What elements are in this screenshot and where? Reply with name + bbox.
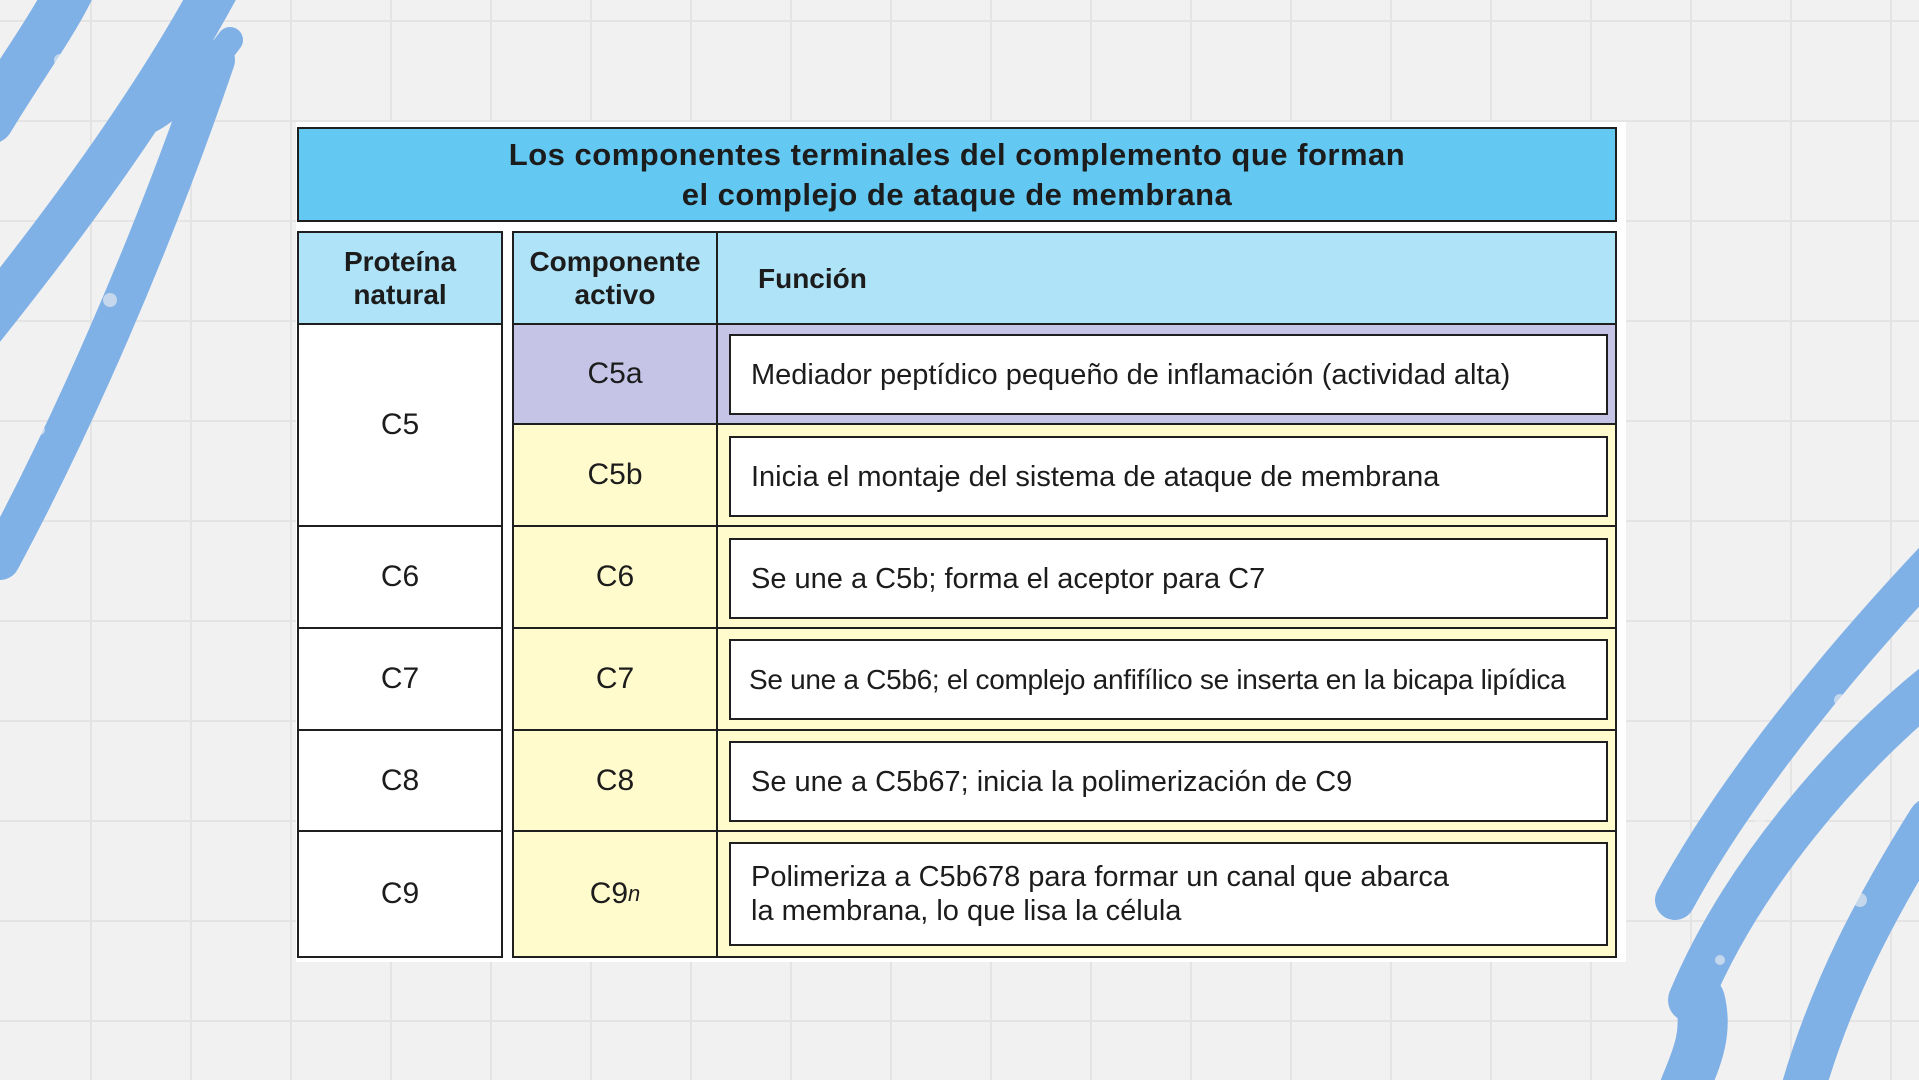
header-natural-line-1: Proteína: [343, 246, 457, 277]
function-c5b: [729, 436, 1608, 517]
brush-stroke-bottom-right-4: [1800, 820, 1919, 1080]
function-c5b-text: Inicia el montaje del sistema de ataque de membrana: [751, 460, 1440, 493]
function-c7-text: Se une a C5b6; el complejo anfifílico se inserta en la bicapa lipídica: [749, 663, 1566, 695]
cell-active-c6: C6: [595, 560, 635, 593]
cell-active-c8: C8: [595, 763, 635, 797]
cell-natural-c5: C5: [380, 408, 420, 441]
function-c8: [729, 741, 1608, 822]
cell-natural-c6: C6: [380, 560, 420, 593]
brush-stroke-bottom-right-1: [1675, 560, 1919, 900]
header-natural-protein: [299, 233, 501, 323]
table-title-line-2: el complejo de ataque de membrana: [681, 176, 1233, 212]
function-c9n-text-line-1: Polimeriza a C5b678 para formar un canal que abarca: [751, 861, 1450, 893]
divider-vertical-active-function: [716, 231, 718, 958]
brush-stroke-top-left-3: [0, 60, 215, 560]
table-title-line-1: Los componentes terminales del complemento que forman: [508, 136, 1406, 172]
brush-stroke-top-left-2: [0, 0, 215, 330]
header-active-component: [514, 233, 716, 323]
function-c9n: [729, 842, 1608, 946]
brush-stroke-bottom-right-2: [1690, 680, 1919, 1000]
cell-natural-c9: C9: [380, 877, 420, 910]
brush-stroke-top-left-4: [150, 40, 230, 120]
header-natural-line-2: natural: [353, 279, 447, 310]
cell-active-c9n-subscript: n: [628, 881, 641, 906]
brush-stroke-bottom-right-3: [1680, 1000, 1703, 1080]
table-title: [297, 127, 1617, 222]
cell-active-c9n-label: C9: [589, 877, 629, 910]
cell-natural-c7: C7: [380, 662, 420, 695]
cell-active-c9n: [514, 832, 716, 956]
cell-active-c7: C7: [595, 662, 635, 695]
header-active-line-2: activo: [574, 279, 656, 310]
brush-stroke-top-left-1: [0, 0, 70, 120]
function-c7: [729, 639, 1608, 720]
header-active-line-1: Componente: [529, 246, 701, 277]
function-c5a-text: Mediador peptídico pequeño de inflamación (actividad alta): [751, 358, 1511, 391]
function-c8-text: Se une a C5b67; inicia la polimerización de C9: [751, 765, 1353, 798]
function-c5a: [729, 334, 1608, 415]
function-c6-text: Se une a C5b; forma el aceptor para C7: [751, 562, 1266, 595]
cell-natural-c8: C8: [380, 763, 420, 797]
function-c9n-text-line-2: la membrana, lo que lisa la célula: [751, 895, 1182, 927]
function-c6: [729, 538, 1608, 619]
cell-active-c5a: C5a: [587, 357, 643, 390]
header-function: [758, 233, 1158, 323]
cell-active-c5b: C5b: [587, 458, 643, 491]
header-function-label: Función: [758, 262, 867, 294]
